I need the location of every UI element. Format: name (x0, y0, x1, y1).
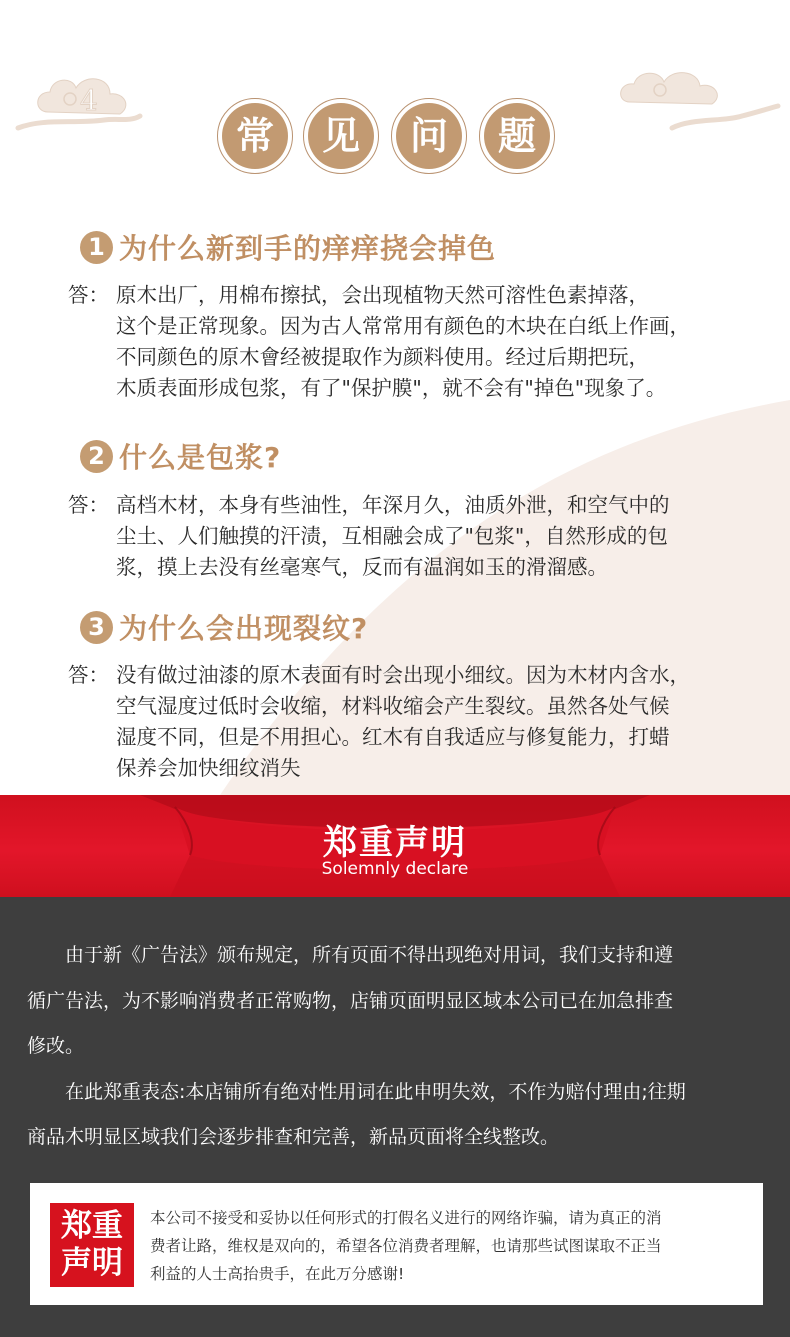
card-text-line: 利益的人士高抬贵手，在此万分感谢! (150, 1265, 405, 1283)
answer-line: 高档木材，本身有些油性，年深月久，油质外泄，和空气中的 (116, 493, 670, 517)
answer-line: 空气湿度过低时会收缩，材料收缩会产生裂纹。虽然各处气候 (116, 694, 670, 718)
notice-line: 在此郑重表态:本店铺所有绝对性用词在此申明失效，不作为赔付理由;往期 (27, 1080, 686, 1103)
answer-label: 答： (68, 493, 109, 517)
answer-line: 尘土、人们触摸的汗渍，互相融会成了"包浆"，自然形成的包 (116, 524, 668, 548)
answer-label: 答： (68, 663, 109, 687)
notice-line: 循广告法，为不影响消费者正常购物，店铺页面明显区域本公司已在加急排查 (27, 989, 674, 1012)
banner-subtitle: Solemnly declare (321, 859, 469, 879)
question-text: 为什么新到手的痒痒挠会掉色 (119, 232, 497, 265)
declaration-stamp (50, 1203, 134, 1287)
notice-text (27, 933, 767, 1161)
question-text: 什么是包浆? (119, 441, 282, 474)
statement-card (30, 1183, 763, 1305)
answer-line: 没有做过油漆的原木表面有时会出现小细纹。因为木材内含水， (116, 663, 690, 687)
title-circle-1: 常 (217, 98, 293, 174)
declaration-banner (0, 795, 790, 897)
faq-question-2 (80, 436, 281, 476)
title-circle-3: 问 (391, 98, 467, 174)
answer-line: 木质表面形成包浆，有了"保护膜"，就不会有"掉色"现象了。 (116, 376, 667, 400)
faq-question-3 (80, 607, 368, 647)
card-text (150, 1204, 750, 1288)
answer-line: 原木出厂，用棉布擦拭，会出现植物天然可溶性色素掉落， (116, 283, 649, 307)
title-circle-4: 题 (479, 98, 555, 174)
faq-answer-1 (68, 280, 690, 404)
stamp-line: 声明 (61, 1245, 123, 1281)
faq-question-1 (80, 227, 496, 267)
banner-title: 郑重声明 (323, 823, 467, 863)
answer-label: 答： (68, 283, 109, 307)
section-number: 4 (80, 84, 98, 117)
notice-line: 商品木明显区域我们会逐步排查和完善，新品页面将全线整改。 (27, 1126, 560, 1148)
question-text: 为什么会出现裂纹? (119, 612, 369, 645)
faq-title (0, 98, 790, 178)
answer-line: 浆，摸上去没有丝毫寒气，反而有温润如玉的滑溜感。 (116, 555, 608, 579)
answer-line: 保养会加快细纹消失 (116, 756, 301, 780)
faq-answer-3 (68, 660, 690, 784)
notice-line: 由于新《广告法》颁布规定，所有页面不得出现绝对用词，我们支持和遵 (27, 944, 674, 966)
answer-line: 这个是正常现象。因为古人常常用有颜色的木块在白纸上作画， (116, 314, 690, 338)
card-text-line: 费者让路，维权是双向的，希望各位消费者理解，也请那些试图谋取不正当 (150, 1237, 662, 1255)
notice-line: 修改。 (27, 1035, 85, 1057)
faq-answer-2 (68, 490, 670, 583)
card-text-line: 本公司不接受和妥协以任何形式的打假名义进行的网络诈骗，请为真正的消 (150, 1209, 662, 1227)
answer-line: 湿度不同，但是不用担心。红木有自我适应与修复能力，打蜡 (116, 725, 670, 749)
stamp-line: 郑重 (61, 1208, 123, 1244)
question-number-badge: 2 (80, 440, 113, 473)
answer-line: 不同颜色的原木會经被提取作为颜料使用。经过后期把玩， (116, 345, 649, 369)
title-circle-2: 见 (303, 98, 379, 174)
question-number-badge: 1 (80, 231, 113, 264)
question-number-badge: 3 (80, 611, 113, 644)
